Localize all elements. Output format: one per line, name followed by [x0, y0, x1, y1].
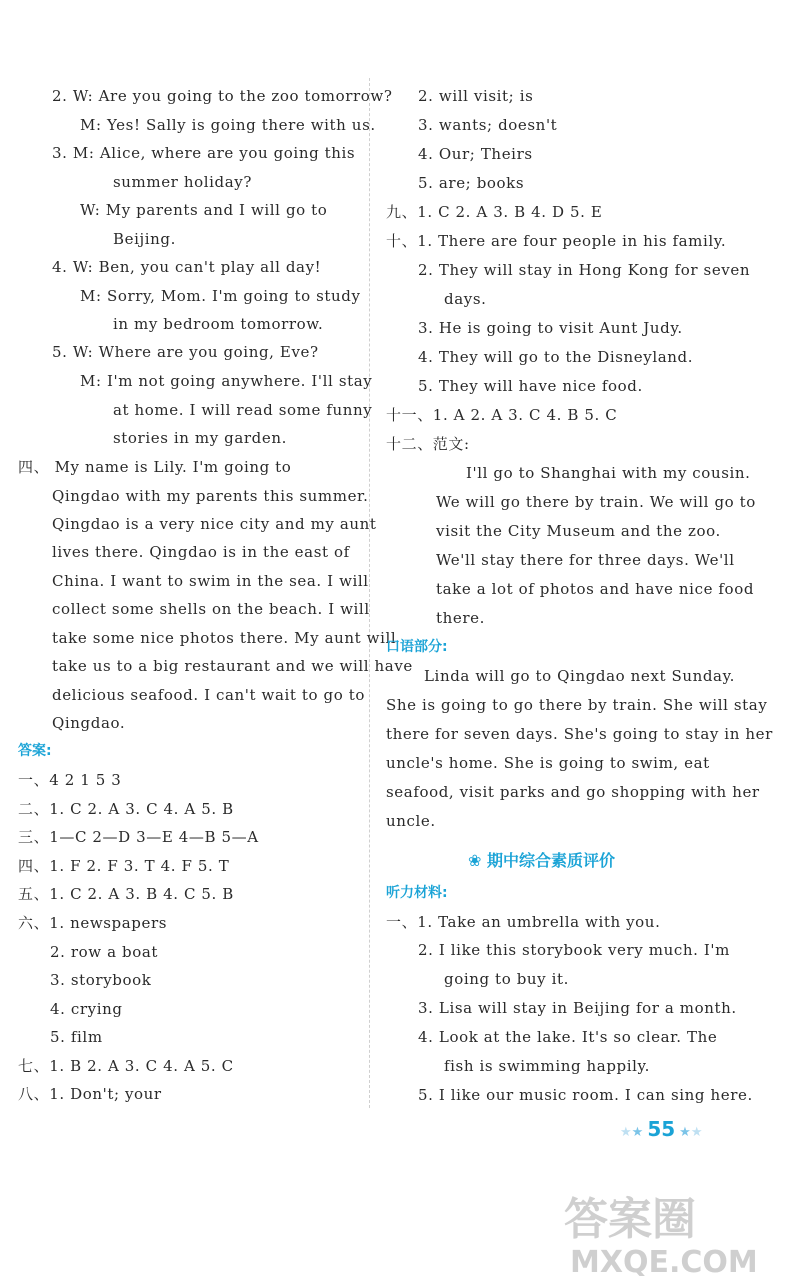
star-icon: ★	[631, 1125, 644, 1140]
left-line: 2. row a boat	[50, 943, 159, 961]
page-number	[620, 1117, 702, 1141]
left-line: in my bedroom tomorrow.	[113, 315, 324, 333]
right-line: there for seven days. She's going to stay in her	[386, 725, 773, 743]
left-line: 5. W: Where are you going, Eve?	[52, 343, 319, 361]
right-line: 5. are; books	[418, 174, 525, 192]
answers-label: 答案:	[18, 743, 52, 759]
right-line: 2. I like this storybook very much. I'm	[418, 941, 730, 959]
left-line: 五、1. C 2. A 3. B 4. C 5. B	[18, 885, 234, 903]
left-line: 四、1. F 2. F 3. T 4. F 5. T	[18, 857, 230, 875]
left-line: 4. crying	[50, 1000, 123, 1018]
right-line: Linda will go to Qingdao next Sunday.	[424, 667, 736, 685]
right-line: 5. They will have nice food.	[418, 377, 643, 395]
star-icon: ★	[690, 1125, 703, 1140]
left-line: 八、1. Don't; your	[18, 1085, 162, 1103]
watermark-bottom: MXQE.COM	[570, 1245, 758, 1276]
left-line: stories in my garden.	[113, 429, 287, 447]
left-line: M: I'm not going anywhere. I'll stay	[80, 372, 373, 390]
right-line: I'll go to Shanghai with my cousin.	[466, 464, 751, 482]
right-line: there.	[436, 609, 485, 627]
left-line: 一、4 2 1 5 3	[18, 771, 122, 789]
watermark-top: 答案圈	[564, 1194, 696, 1245]
page-number-text: 55	[647, 1117, 676, 1141]
right-line: 2. They will stay in Hong Kong for seven	[418, 261, 751, 279]
column-divider	[369, 78, 370, 1108]
left-line: take us to a big restaurant and we will have	[52, 657, 413, 675]
left-line: 4. W: Ben, you can't play all day!	[52, 258, 322, 276]
right-line: take a lot of photos and have nice food	[436, 580, 755, 598]
left-line: lives there. Qingdao is in the east of	[52, 543, 350, 561]
left-line: W: My parents and I will go to	[80, 201, 328, 219]
right-line: uncle's home. She is going to swim, eat	[386, 754, 710, 772]
right-line: seafood, visit parks and go shopping with her	[386, 783, 760, 801]
right-line: 十一、1. A 2. A 3. C 4. B 5. C	[386, 406, 618, 424]
left-line: 七、1. B 2. A 3. C 4. A 5. C	[18, 1057, 234, 1075]
right-line: 4. Look at the lake. It's so clear. The	[418, 1028, 718, 1046]
right-line: uncle.	[386, 812, 436, 830]
right-line: 3. wants; doesn't	[418, 116, 558, 134]
right-line: 十二、范文:	[386, 435, 470, 453]
left-line: 5. film	[50, 1028, 103, 1046]
section-title-text: 期中综合素质评价	[486, 851, 615, 870]
left-line: 四、 My name is Lily. I'm going to	[18, 458, 292, 476]
left-line: collect some shells on the beach. I will	[52, 600, 370, 618]
right-line: 5. I like our music room. I can sing here.	[418, 1086, 753, 1104]
left-line: Beijing.	[113, 230, 176, 248]
left-line: 3. storybook	[50, 971, 152, 989]
right-line: We'll stay there for three days. We'll	[436, 551, 735, 569]
right-line: 九、1. C 2. A 3. B 4. D 5. E	[386, 203, 603, 221]
left-line: delicious seafood. I can't wait to go to	[52, 686, 365, 704]
left-line: take some nice photos there. My aunt will	[52, 629, 397, 647]
left-line: summer holiday?	[113, 173, 252, 191]
right-line: She is going to go there by train. She will stay	[386, 696, 768, 714]
right-line: 4. Our; Theirs	[418, 145, 533, 163]
right-line: 十、1. There are four people in his family.	[386, 232, 727, 250]
left-line: 二、1. C 2. A 3. C 4. A 5. B	[18, 800, 234, 818]
left-line: 3. M: Alice, where are you going this	[52, 144, 356, 162]
right-line: visit the City Museum and the zoo.	[436, 522, 721, 540]
right-line: fish is swimming happily.	[444, 1057, 651, 1075]
paw-icon: ❀	[468, 851, 482, 870]
left-line: at home. I will read some funny	[113, 401, 373, 419]
left-line: 三、1—C 2—D 3—E 4—B 5—A	[18, 828, 259, 846]
right-line: 3. He is going to visit Aunt Judy.	[418, 319, 683, 337]
left-line: Qingdao is a very nice city and my aunt	[52, 515, 377, 533]
left-line: M: Yes! Sally is going there with us.	[80, 116, 376, 134]
right-line: 2. will visit; is	[418, 87, 534, 105]
left-line: M: Sorry, Mom. I'm going to study	[80, 287, 361, 305]
right-line: We will go there by train. We will go to	[436, 493, 756, 511]
star-icon: ★	[620, 1125, 632, 1140]
watermark-logo	[560, 1188, 806, 1276]
left-line: China. I want to swim in the sea. I will	[52, 572, 369, 590]
right-line: days.	[444, 290, 487, 308]
listening-label: 听力材料:	[386, 885, 448, 901]
left-line: Qingdao with my parents this summer.	[52, 487, 369, 505]
left-line: Qingdao.	[52, 714, 126, 732]
right-line: 4. They will go to the Disneyland.	[418, 348, 694, 366]
right-line: going to buy it.	[444, 970, 569, 988]
right-line: 一、1. Take an umbrella with you.	[386, 913, 661, 931]
left-line: 六、1. newspapers	[18, 914, 168, 932]
left-line: 2. W: Are you going to the zoo tomorrow?	[52, 87, 393, 105]
star-icon: ★	[679, 1125, 691, 1140]
oral-section-label: 口语部分:	[386, 639, 448, 655]
right-line: 3. Lisa will stay in Beijing for a month.	[418, 999, 737, 1017]
section-title	[468, 850, 615, 872]
